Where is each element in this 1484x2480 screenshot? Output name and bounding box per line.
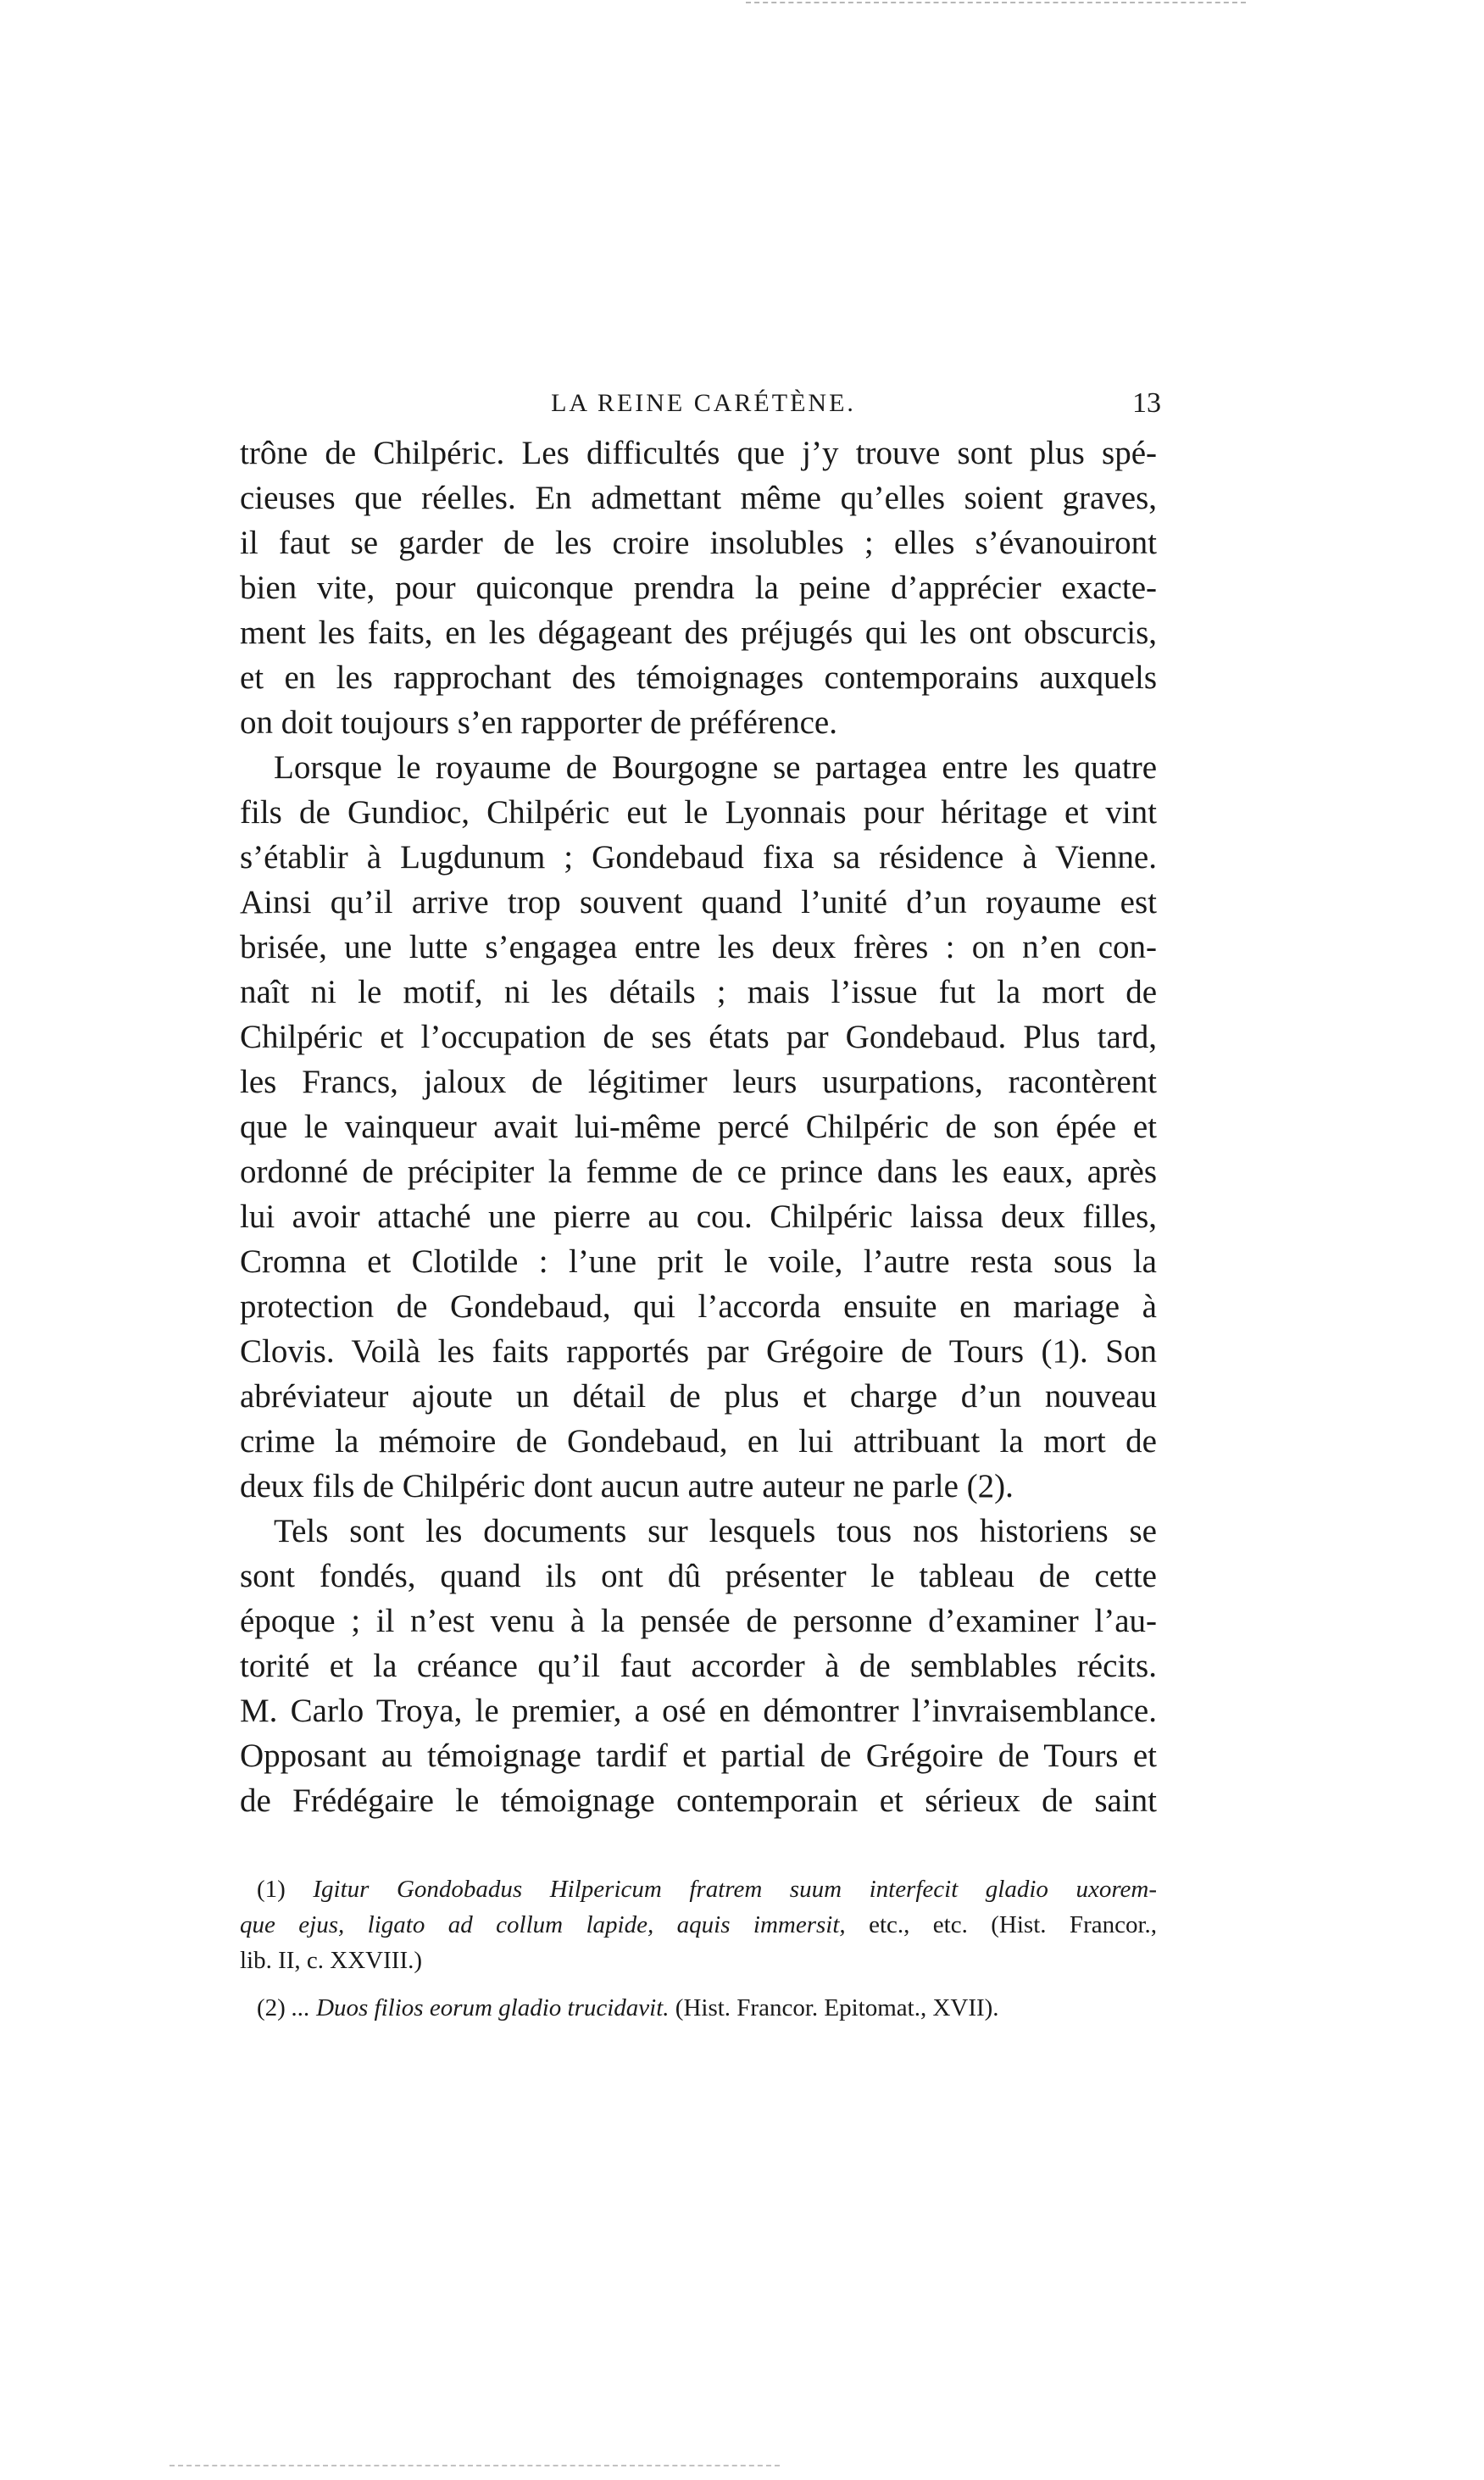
text-line: il faut se garder de les croire insolubles ; elles s’évanouiront bbox=[240, 525, 1157, 561]
text-line: bien vite, pour quiconque prendra la peine d’apprécier exacte- bbox=[240, 570, 1157, 606]
footnote-2-latin: ... Duos filios eorum gladio trucidavit. bbox=[292, 1994, 670, 2021]
text-line: on doit toujours s’en rapporter de préférence. bbox=[240, 704, 837, 741]
text-line: de Frédégaire le témoignage contemporain et sérieux de saint bbox=[240, 1782, 1157, 1819]
scan-edge-bottom bbox=[170, 2465, 780, 2468]
paragraph-start-line: Lorsque le royaume de Bourgogne se partagea entre les quatre bbox=[274, 749, 1157, 786]
text-line: crime la mémoire de Gondebaud, en lui attribuant la mort de bbox=[240, 1423, 1157, 1460]
text-line: brisée, une lutte s’engagea entre les deux frères : on n’en con- bbox=[240, 929, 1157, 965]
body-text bbox=[240, 431, 1157, 1823]
text-line: époque ; il n’est venu à la pensée de personne d’examiner l’au- bbox=[240, 1603, 1157, 1639]
page-number: 13 bbox=[1132, 387, 1161, 419]
footnotes bbox=[240, 1871, 1157, 2026]
text-line: ment les faits, en les dégageant des préjugés qui les ont obscurcis, bbox=[240, 614, 1157, 651]
footnote-1-line-1 bbox=[240, 1871, 1157, 1907]
text-line: Cromna et Clotilde : l’une prit le voile, l’autre resta sous la bbox=[240, 1243, 1157, 1280]
footnote-1-marker: (1) bbox=[257, 1876, 286, 1903]
footnote-2 bbox=[240, 1990, 1157, 2026]
text-line: abréviateur ajoute un détail de plus et charge d’un nouveau bbox=[240, 1378, 1157, 1415]
footnote-1-citation: etc., etc. (Hist. Francor., bbox=[869, 1911, 1158, 1938]
scan-edge-top bbox=[746, 2, 1246, 5]
footnote-2-marker: (2) bbox=[257, 1994, 286, 2021]
text-line: et en les rapprochant des témoignages contemporains auxquels bbox=[240, 659, 1157, 696]
text-line: protection de Gondebaud, qui l’accorda ensuite en mariage à bbox=[240, 1288, 1157, 1325]
text-line: Clovis. Voilà les faits rapportés par Grégoire de Tours (1). Son bbox=[240, 1333, 1157, 1370]
text-line: cieuses que réelles. En admettant même qu’elles soient graves, bbox=[240, 480, 1157, 516]
text-line: lui avoir attaché une pierre au cou. Chilpéric laissa deux filles, bbox=[240, 1198, 1157, 1235]
footnote-1-latin: Igitur Gondobadus Hilpericum fratrem suum interfecit gladio uxorem- bbox=[313, 1876, 1157, 1903]
text-line: Chilpéric et l’occupation de ses états par Gondebaud. Plus tard, bbox=[240, 1019, 1157, 1055]
paragraph-start-line: Tels sont les documents sur lesquels tous nos historiens se bbox=[274, 1513, 1157, 1549]
text-line: fils de Gundioc, Chilpéric eut le Lyonnais pour héritage et vint bbox=[240, 794, 1157, 831]
text-line: naît ni le motif, ni les détails ; mais l’issue fut la mort de bbox=[240, 974, 1157, 1010]
running-header bbox=[246, 383, 1161, 424]
footnote-2-citation: (Hist. Francor. Epitomat., XVII). bbox=[675, 1994, 999, 2021]
text-line: Opposant au témoignage tardif et partial de Grégoire de Tours et bbox=[240, 1738, 1157, 1774]
text-line: trône de Chilpéric. Les difficultés que j’y trouve sont plus spé- bbox=[240, 435, 1157, 471]
text-line: sont fondés, quand ils ont dû présenter le tableau de cette bbox=[240, 1558, 1157, 1594]
text-line: les Francs, jaloux de légitimer leurs usurpations, racontèrent bbox=[240, 1064, 1157, 1100]
footnote-spacer bbox=[240, 1978, 1157, 1990]
text-line: que le vainqueur avait lui-même percé Chilpéric de son épée et bbox=[240, 1109, 1157, 1145]
text-line: M. Carlo Troya, le premier, a osé en démontrer l’invraisemblance. bbox=[240, 1693, 1157, 1729]
text-line: s’établir à Lugdunum ; Gondebaud fixa sa résidence à Vienne. bbox=[240, 839, 1157, 876]
running-title: LA REINE CARÉTÈNE. bbox=[551, 389, 856, 417]
footnote-1-line-2 bbox=[240, 1907, 1157, 1943]
text-line: Ainsi qu’il arrive trop souvent quand l’unité d’un royaume est bbox=[240, 884, 1157, 920]
footnote-1-latin-cont: que ejus, ligato ad collum lapide, aquis immersit, bbox=[240, 1911, 846, 1938]
text-line: ordonné de précipiter la femme de ce prince dans les eaux, après bbox=[240, 1154, 1157, 1190]
text-line: torité et la créance qu’il faut accorder à de semblables récits. bbox=[240, 1648, 1157, 1684]
footnote-1-line-3: lib. II, c. XXVIII.) bbox=[240, 1947, 423, 1974]
text-line: deux fils de Chilpéric dont aucun autre auteur ne parle (2). bbox=[240, 1468, 1014, 1504]
